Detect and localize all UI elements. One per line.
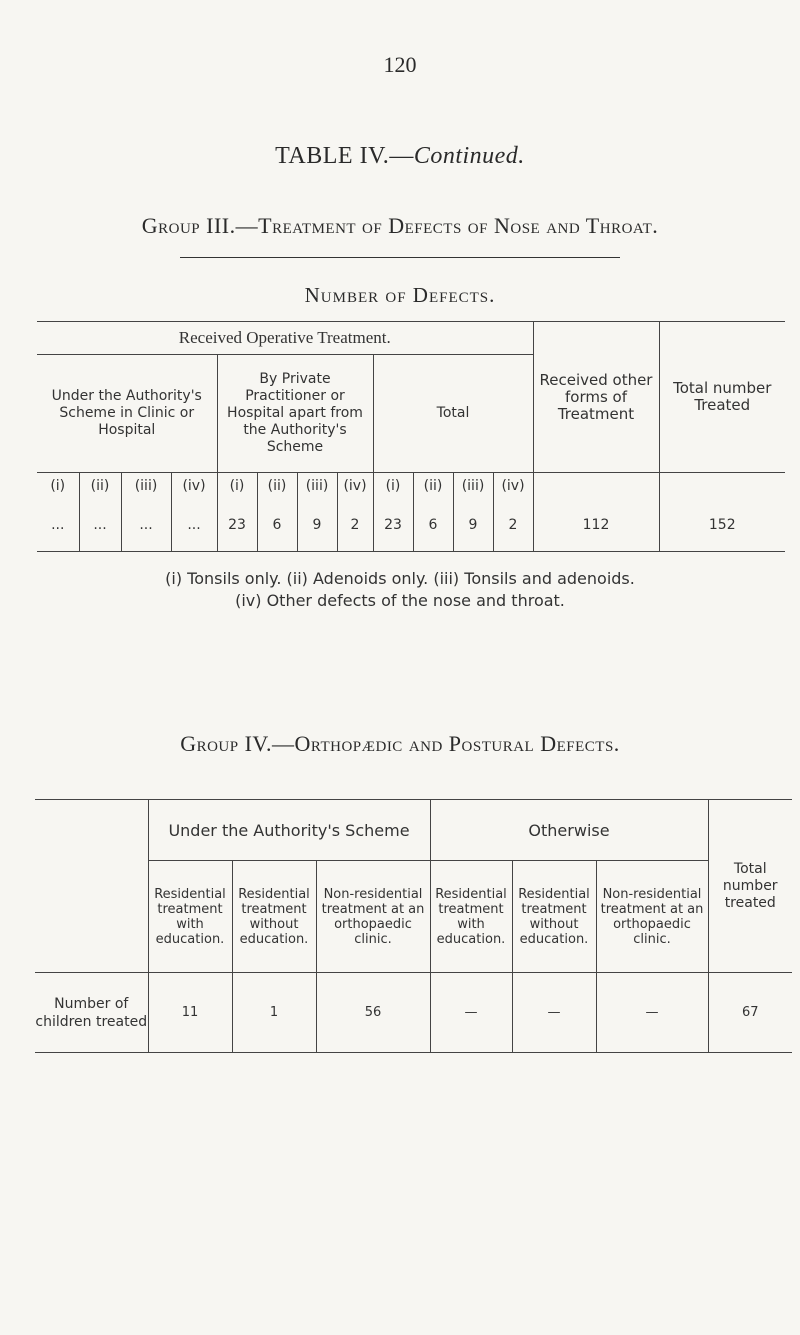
private-value: 6 bbox=[257, 500, 297, 552]
row-value: 11 bbox=[148, 973, 232, 1053]
otherwise-residential-with-education-header: Residential treatment with education. bbox=[430, 861, 512, 973]
table-title-continued: Continued. bbox=[413, 143, 525, 169]
total-value: 6 bbox=[413, 500, 453, 552]
private-practitioner-header: By Private Practitioner or Hospital apart from the Authority's Scheme bbox=[217, 355, 373, 473]
total-treated-value: 152 bbox=[659, 500, 785, 552]
empty-cell bbox=[533, 473, 659, 500]
authority-value: ... bbox=[171, 500, 217, 552]
divider-rule bbox=[180, 257, 620, 258]
total-treated-header: Total number Treated bbox=[659, 322, 785, 473]
authority-residential-without-education-header: Residential treatment without education. bbox=[232, 861, 316, 973]
group3-heading: Group III.—Treatment of Defects of Nose and Throat. bbox=[141, 213, 659, 238]
sub-label-total: (iv) bbox=[493, 473, 533, 500]
sub-label-total: (ii) bbox=[413, 473, 453, 500]
group3-table bbox=[37, 321, 785, 552]
authority-value: ... bbox=[51, 517, 65, 534]
note-line-2: (iv) Other defects of the nose and throat. bbox=[235, 591, 565, 610]
received-operative-header: Received Operative Treatment. bbox=[178, 328, 391, 347]
row-total: 67 bbox=[708, 973, 792, 1053]
total-value: 9 bbox=[453, 500, 493, 552]
otherwise-header: Otherwise bbox=[430, 800, 708, 861]
authority-value: ... bbox=[79, 500, 121, 552]
sub-label-private: (iv) bbox=[337, 473, 373, 500]
authority-scheme-header: Under the Authority's Scheme bbox=[148, 800, 430, 861]
private-value: 23 bbox=[217, 500, 257, 552]
row-value: 56 bbox=[316, 973, 430, 1053]
sub-label-authority: (ii) bbox=[79, 473, 121, 500]
empty-cell bbox=[659, 473, 785, 500]
otherwise-residential-without-education-header: Residential treatment without education. bbox=[512, 861, 596, 973]
sub-label-authority: (i) bbox=[37, 473, 79, 500]
private-value: 2 bbox=[337, 500, 373, 552]
sub-label-private: (iii) bbox=[297, 473, 337, 500]
otherwise-non-residential-header: Non-residential treatment at an orthopaedic clinic. bbox=[596, 861, 708, 973]
row-value: — bbox=[596, 973, 708, 1053]
total-value: 23 bbox=[373, 500, 413, 552]
authority-residential-with-education-header: Residential treatment with education. bbox=[148, 861, 232, 973]
group4-heading: Group IV.—Orthopædic and Postural Defects. bbox=[180, 731, 620, 756]
total-value: 2 bbox=[493, 500, 533, 552]
note-line-1: (i) Tonsils only. (ii) Adenoids only. (iii) Tonsils and adenoids. bbox=[165, 569, 635, 588]
other-forms-value: 112 bbox=[533, 500, 659, 552]
sub-label-authority: (iii) bbox=[121, 473, 171, 500]
group4-table bbox=[35, 799, 792, 1053]
sub-label-private: (i) bbox=[217, 473, 257, 500]
private-value: 9 bbox=[297, 500, 337, 552]
total-header: Total bbox=[373, 355, 533, 473]
sub-label-private: (ii) bbox=[257, 473, 297, 500]
row-value: — bbox=[430, 973, 512, 1053]
other-forms-header: Received other forms of Treatment bbox=[533, 322, 659, 473]
section-label: Number of Defects. bbox=[304, 283, 496, 307]
table-title bbox=[0, 143, 800, 170]
sub-label-authority: (iv) bbox=[171, 473, 217, 500]
row-label: Number of children treated bbox=[35, 973, 148, 1053]
authority-non-residential-header: Non-residential treatment at an orthopaedic clinic. bbox=[316, 861, 430, 973]
sub-label-total: (iii) bbox=[453, 473, 493, 500]
table-title-dash: — bbox=[389, 143, 414, 169]
empty-cell bbox=[35, 800, 148, 861]
sub-label-total: (i) bbox=[373, 473, 413, 500]
authority-value: ... bbox=[121, 500, 171, 552]
page-number: 120 bbox=[383, 52, 417, 77]
empty-cell bbox=[35, 861, 148, 973]
total-treated-header: Total number treated bbox=[708, 800, 792, 973]
row-value: 1 bbox=[232, 973, 316, 1053]
row-value: — bbox=[512, 973, 596, 1053]
authority-scheme-header: Under the Authority's Scheme in Clinic or Hospital bbox=[37, 355, 217, 473]
table-title-main: TABLE IV. bbox=[275, 143, 390, 169]
